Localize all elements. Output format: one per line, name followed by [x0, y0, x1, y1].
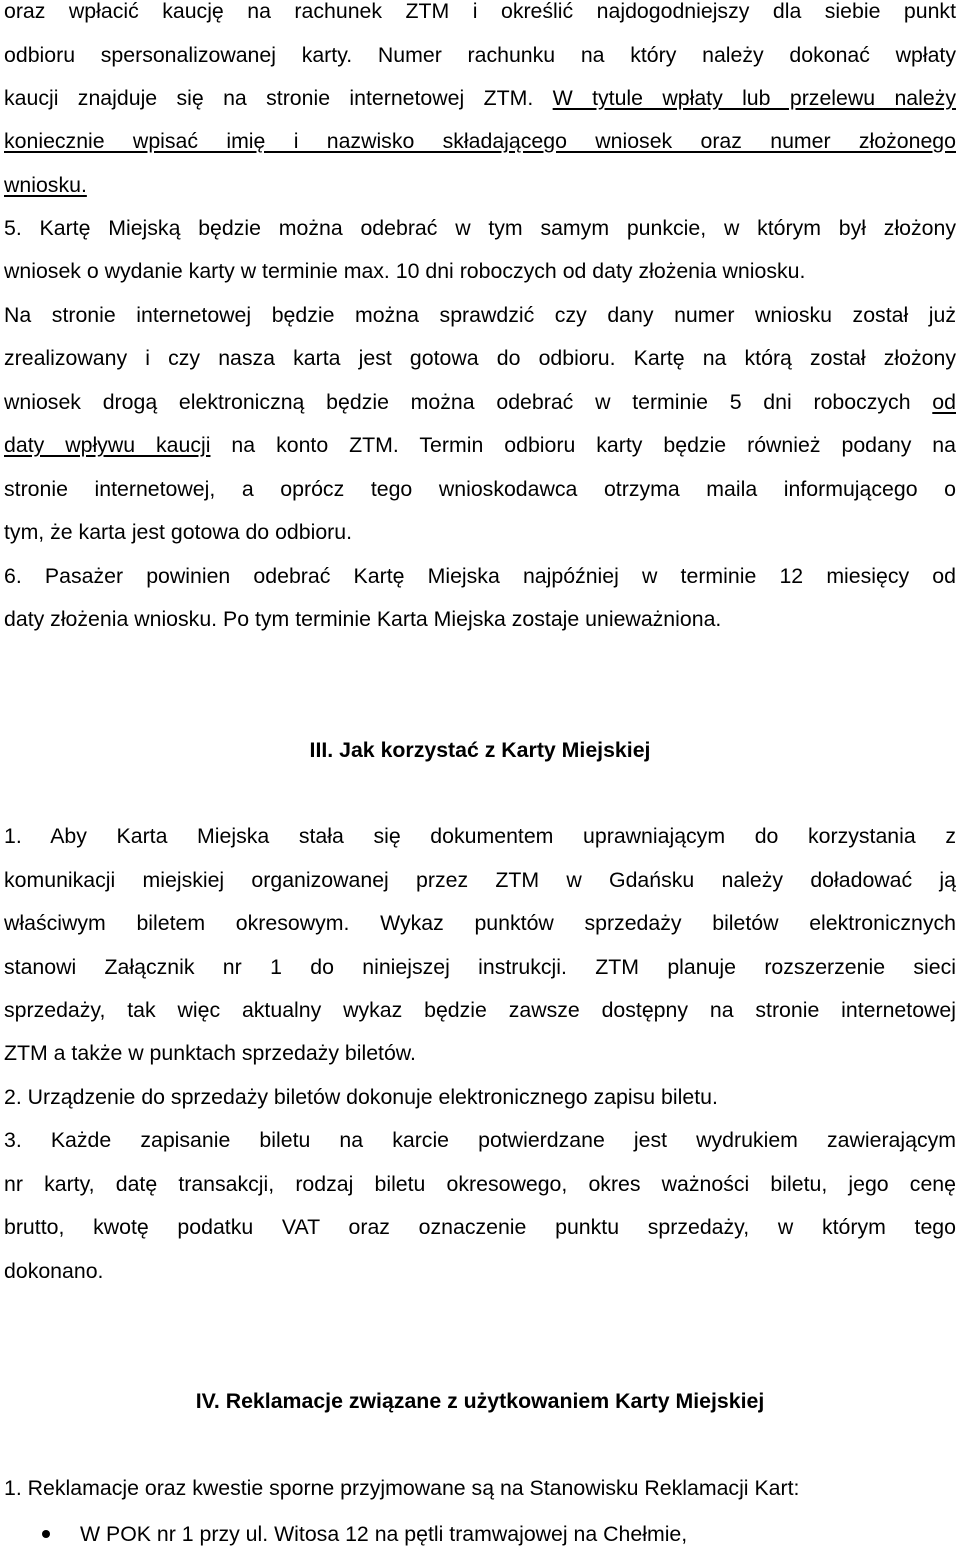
text-line: dokonano.: [4, 1259, 104, 1283]
text-line: 1. Aby Karta Miejska stała się dokumentem uprawniającym do korzystania z: [4, 824, 956, 848]
text-line: Na stronie internetowej będzie można sprawdzić czy dany numer wniosku został już: [4, 303, 956, 327]
text-line: zrealizowany i czy nasza karta jest gotowa do odbioru. Kartę na którą został złożony: [4, 346, 956, 370]
section-heading-iii: III. Jak korzystać z Karty Miejskiej: [309, 738, 651, 762]
underlined-text: W tytule wpłaty lub przelewu należy: [552, 86, 956, 110]
text-line: [4, 126, 956, 156]
text-line: ZTM a także w punktach sprzedaży biletów.: [4, 1041, 416, 1065]
bullet-icon: [42, 1530, 50, 1538]
text-line: wniosek drogą elektroniczną będzie można odebrać w terminie 5 dni roboczych od: [4, 390, 956, 414]
bullet-item: W POK nr 1 przy ul. Witosa 12 na pętli tramwajowej na Chełmie,: [80, 1522, 688, 1546]
text-line: nr karty, datę transakcji, rodzaj biletu okresowego, okres ważności biletu, jego cenę: [4, 1172, 956, 1196]
text-line: komunikacji miejskiej organizowanej przez ZTM w Gdańsku należy doładować ją: [4, 868, 956, 892]
text-line: odbioru spersonalizowanej karty. Numer rachunku na który należy dokonać wpłaty: [4, 43, 956, 67]
section-heading-iv: IV. Reklamacje związane z użytkowaniem Karty Miejskiej: [195, 1389, 765, 1413]
text-line: wniosek o wydanie karty w terminie max. 10 dni roboczych od daty złożenia wniosku.: [4, 259, 806, 283]
text-line: kaucji znajduje się na stronie internetowej ZTM. W tytule wpłaty lub przelewu należy: [4, 86, 956, 110]
text-line: 6. Pasażer powinien odebrać Kartę Miejska najpóźniej w terminie 12 miesięcy od: [4, 564, 956, 588]
text-line: daty wpływu kaucji na konto ZTM. Termin odbioru karty będzie również podany na: [4, 433, 956, 457]
text-line: stanowi Załącznik nr 1 do niniejszej instrukcji. ZTM planuje rozszerzenie sieci: [4, 955, 956, 979]
text-line: 3. Każde zapisanie biletu na karcie potwierdzane jest wydrukiem zawierającym: [4, 1128, 956, 1152]
text-line: daty złożenia wniosku. Po tym terminie Karta Miejska zostaje unieważniona.: [4, 607, 722, 631]
text-line: 2. Urządzenie do sprzedaży biletów dokonuje elektronicznego zapisu biletu.: [4, 1085, 718, 1109]
underlined-text: wniosku.: [4, 173, 87, 197]
text-line: brutto, kwotę podatku VAT oraz oznaczenie punktu sprzedaży, w którym tego: [4, 1215, 956, 1239]
underlined-text: koniecznie wpisać imię i nazwisko składającego wniosek oraz numer złożonego: [4, 129, 956, 153]
underlined-text: od: [932, 390, 956, 414]
text-line: tym, że karta jest gotowa do odbioru.: [4, 520, 353, 544]
text-line: [4, 170, 956, 200]
text-line: 1. Reklamacje oraz kwestie sporne przyjmowane są na Stanowisku Reklamacji Kart:: [4, 1476, 800, 1500]
text-line: sprzedaży, tak więc aktualny wykaz będzie zawsze dostępny na stronie internetowej: [4, 998, 956, 1022]
text-line: oraz wpłacić kaucję na rachunek ZTM i określić najdogodniejszy dla siebie punkt: [4, 0, 956, 23]
underlined-text: daty wpływu kaucji: [4, 433, 211, 457]
text-line: stronie internetowej, a oprócz tego wnioskodawca otrzyma maila informującego o: [4, 477, 956, 501]
text-line: właściwym biletem okresowym. Wykaz punktów sprzedaży biletów elektronicznych: [4, 911, 956, 935]
text-line: 5. Kartę Miejską będzie można odebrać w tym samym punkcie, w którym był złożony: [4, 216, 956, 240]
